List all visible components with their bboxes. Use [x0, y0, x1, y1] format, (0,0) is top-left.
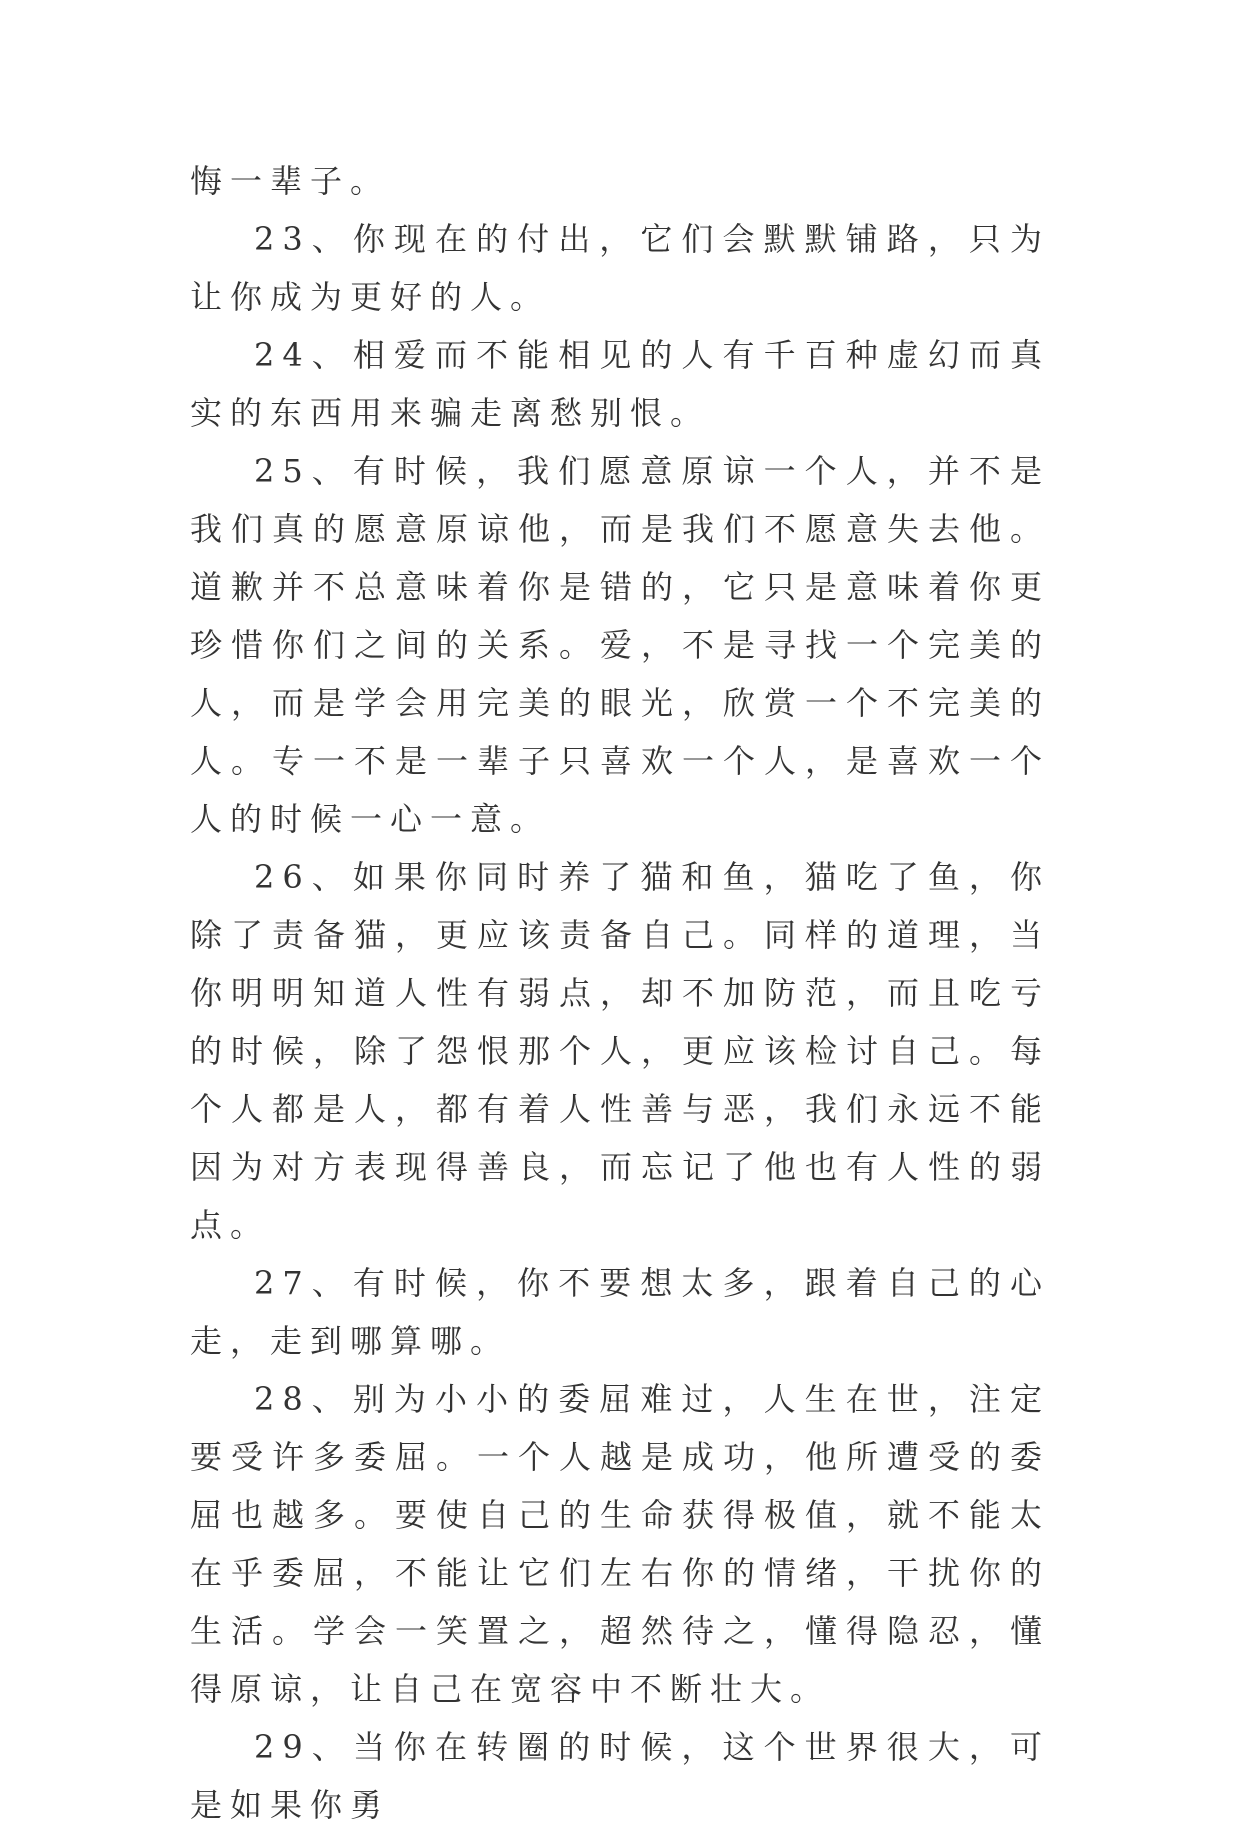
paragraph-25: 25、有时候，我们愿意原谅一个人，并不是我们真的愿意原谅他，而是我们不愿意失去他。道歉并不总意味着你是错的，它只是意味着你更珍惜你们之间的关系。爱，不是寻找一个完美的人，而是学会用完美的眼光，欣赏一个不完美的人。专一不是一辈子只喜欢一个人，是喜欢一个人的时候一心一意。	[190, 452, 1050, 838]
paragraph-continuation: 悔一辈子。	[190, 162, 391, 200]
paragraph-23: 23、你现在的付出，它们会默默铺路，只为让你成为更好的人。	[190, 220, 1050, 316]
paragraph-24: 24、相爱而不能相见的人有千百种虚幻而真实的东西用来骗走离愁别恨。	[190, 336, 1050, 432]
paragraph-28: 28、别为小小的委屈难过，人生在世，注定要受许多委屈。一个人越是成功，他所遭受的委屈也越多。要使自己的生命获得极值，就不能太在乎委屈，不能让它们左右你的情绪，干扰你的生活。学会一笑置之，超然待之，懂得隐忍，懂得原谅，让自己在宽容中不断壮大。	[190, 1380, 1050, 1708]
paragraph-27: 27、有时候，你不要想太多，跟着自己的心走，走到哪算哪。	[190, 1264, 1050, 1360]
paragraph-26: 26、如果你同时养了猫和鱼，猫吃了鱼，你除了责备猫，更应该责备自己。同样的道理，当你明明知道人性有弱点，却不加防范，而且吃亏的时候，除了怨恨那个人，更应该检讨自己。每个人都是人，都有着人性善与恶，我们永远不能因为对方表现得善良，而忘记了他也有人性的弱点。	[190, 858, 1050, 1244]
document-body	[190, 152, 1050, 1834]
paragraph-29: 29、当你在转圈的时候，这个世界很大，可是如果你勇	[190, 1728, 1050, 1824]
